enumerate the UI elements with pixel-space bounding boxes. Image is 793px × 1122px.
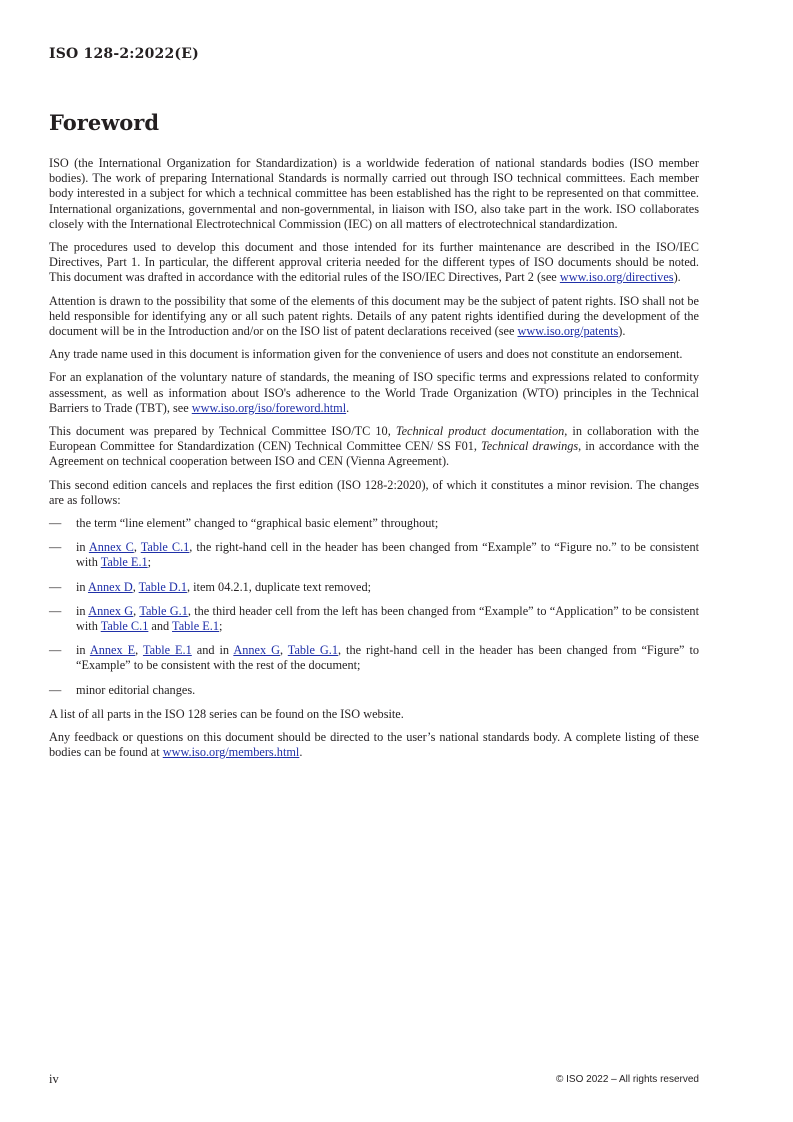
dash-marker: — (49, 603, 62, 618)
list-item: — in Annex G, Table G.1, the third header cell from the left has been changed from “Example” to “Application” to be consistent with Table C.1 and Table E.1; (49, 603, 699, 634)
table-e1-link[interactable]: Table E.1 (142, 643, 192, 658)
directives-link[interactable]: www.iso.org/directives (559, 270, 674, 285)
list-item: — in Annex C, Table C.1, the right-hand cell in the header has been changed from “Example” to “Figure no.” to be consistent with Table E.1; (49, 540, 700, 570)
document-id-header: ISO 128-2:2022(E) (49, 46, 199, 62)
paragraph-patents: Attention is drawn to the possibility that some of the elements of this document may be the subject of patent rights. ISO shall not be held responsible for identifying any or all such patent rights. Details of any patent rights identified during the development of the document will be in the Introduction and/or on the ISO list of patent declarations received (see www.iso.org/patents). (49, 293, 699, 339)
paragraph-committee: This document was prepared by Technical Committee ISO/TC 10, Technical product documentation, in collaboration with the European Committee for Standardization (CEN) Technical Committee CEN/ SS F01, Technical drawings, in accordance with the Agreement on technical cooperation between ISO and CEN (Vienna Agreement). (49, 424, 699, 469)
table-e1-link[interactable]: Table E.1 (100, 555, 148, 570)
members-link[interactable]: www.iso.org/members.html (162, 745, 300, 760)
paragraph-series-list: A list of all parts in the ISO 128 series can be found on the ISO website. (49, 706, 404, 721)
foreword-link[interactable]: www.iso.org/iso/foreword.html (191, 400, 347, 415)
paragraph-iso-intro: ISO (the International Organization for Standardization) is a worldwide federation of national standards bodies (ISO member bodies). The work of preparing International Standards is normally carried out through ISO technical committees. Each member body interested in a subject for which a technical committee has been established has the right to be represented on that committee. International organizations, governmental and non-governmental, in liaison with ISO, also take part in the work. ISO collaborates closely with the International Electrotechnical Commission (IEC) on all matters of electrotechnical standardization. (49, 156, 699, 231)
changes-list (49, 516, 699, 698)
paragraph-voluntary-nature: For an explanation of the voluntary nature of standards, the meaning of ISO specific terms and expressions related to conformity assessment, as well as information about ISO's adherence to the World Trade Organization (WTO) principles in the Technical Barriers to Trade (TBT), see www.iso.org/iso/foreword.html. (49, 370, 699, 415)
paragraph-edition: This second edition cancels and replaces the first edition (ISO 128-2:2020), of which it constitutes a minor revision. The changes are as follows: (49, 477, 699, 507)
patents-link[interactable]: www.iso.org/patents (517, 324, 619, 339)
annex-c-link[interactable]: Annex C (88, 540, 134, 555)
annex-e-link[interactable]: Annex E (89, 643, 136, 658)
list-item: — the term “line element” changed to “graphical basic element” throughout; (49, 516, 439, 531)
annex-g-link[interactable]: Annex G (88, 603, 134, 618)
copyright-notice: © ISO 2022 – All rights reserved (556, 1074, 699, 1085)
annex-d-link[interactable]: Annex D (87, 579, 133, 594)
table-d1-link[interactable]: Table D.1 (138, 579, 187, 594)
dash-marker: — (49, 579, 62, 594)
annex-g-link[interactable]: Annex G (233, 643, 280, 658)
table-g1-link[interactable]: Table G.1 (139, 603, 188, 618)
dash-marker: — (49, 540, 62, 555)
list-item: — minor editorial changes. (49, 682, 196, 697)
page-number: iv (49, 1072, 59, 1086)
list-item: — in Annex E, Table E.1 and in Annex G, Table G.1, the right-hand cell in the header has been changed from “Figure” to “Example” to be consistent with the rest of the document; (49, 643, 700, 673)
page-title: Foreword (49, 110, 160, 135)
paragraph-feedback: Any feedback or questions on this document should be directed to the user’s national standards body. A complete listing of these bodies can be found at www.iso.org/members.html. (49, 730, 699, 760)
table-c1-link[interactable]: Table C.1 (140, 540, 190, 555)
dash-marker: — (49, 643, 62, 658)
table-g1-link[interactable]: Table G.1 (287, 643, 338, 658)
table-e1-link[interactable]: Table E.1 (172, 619, 219, 634)
foreword-body (49, 156, 699, 769)
table-c1-link[interactable]: Table C.1 (100, 619, 149, 634)
list-item: — in Annex D, Table D.1, item 04.2.1, duplicate text removed; (49, 579, 372, 594)
paragraph-procedures: The procedures used to develop this document and those intended for its further maintenance are described in the ISO/IEC Directives, Part 1. In particular, the different approval criteria needed for the different types of ISO documents should be noted. This document was drafted in accordance with the editorial rules of the ISO/IEC Directives, Part 2 (see www.iso.org/directives). (49, 240, 699, 285)
dash-marker: — (49, 682, 62, 697)
paragraph-trade-name: Any trade name used in this document is information given for the convenience of users and does not constitute an endorsement. (49, 347, 683, 362)
dash-marker: — (49, 516, 62, 531)
